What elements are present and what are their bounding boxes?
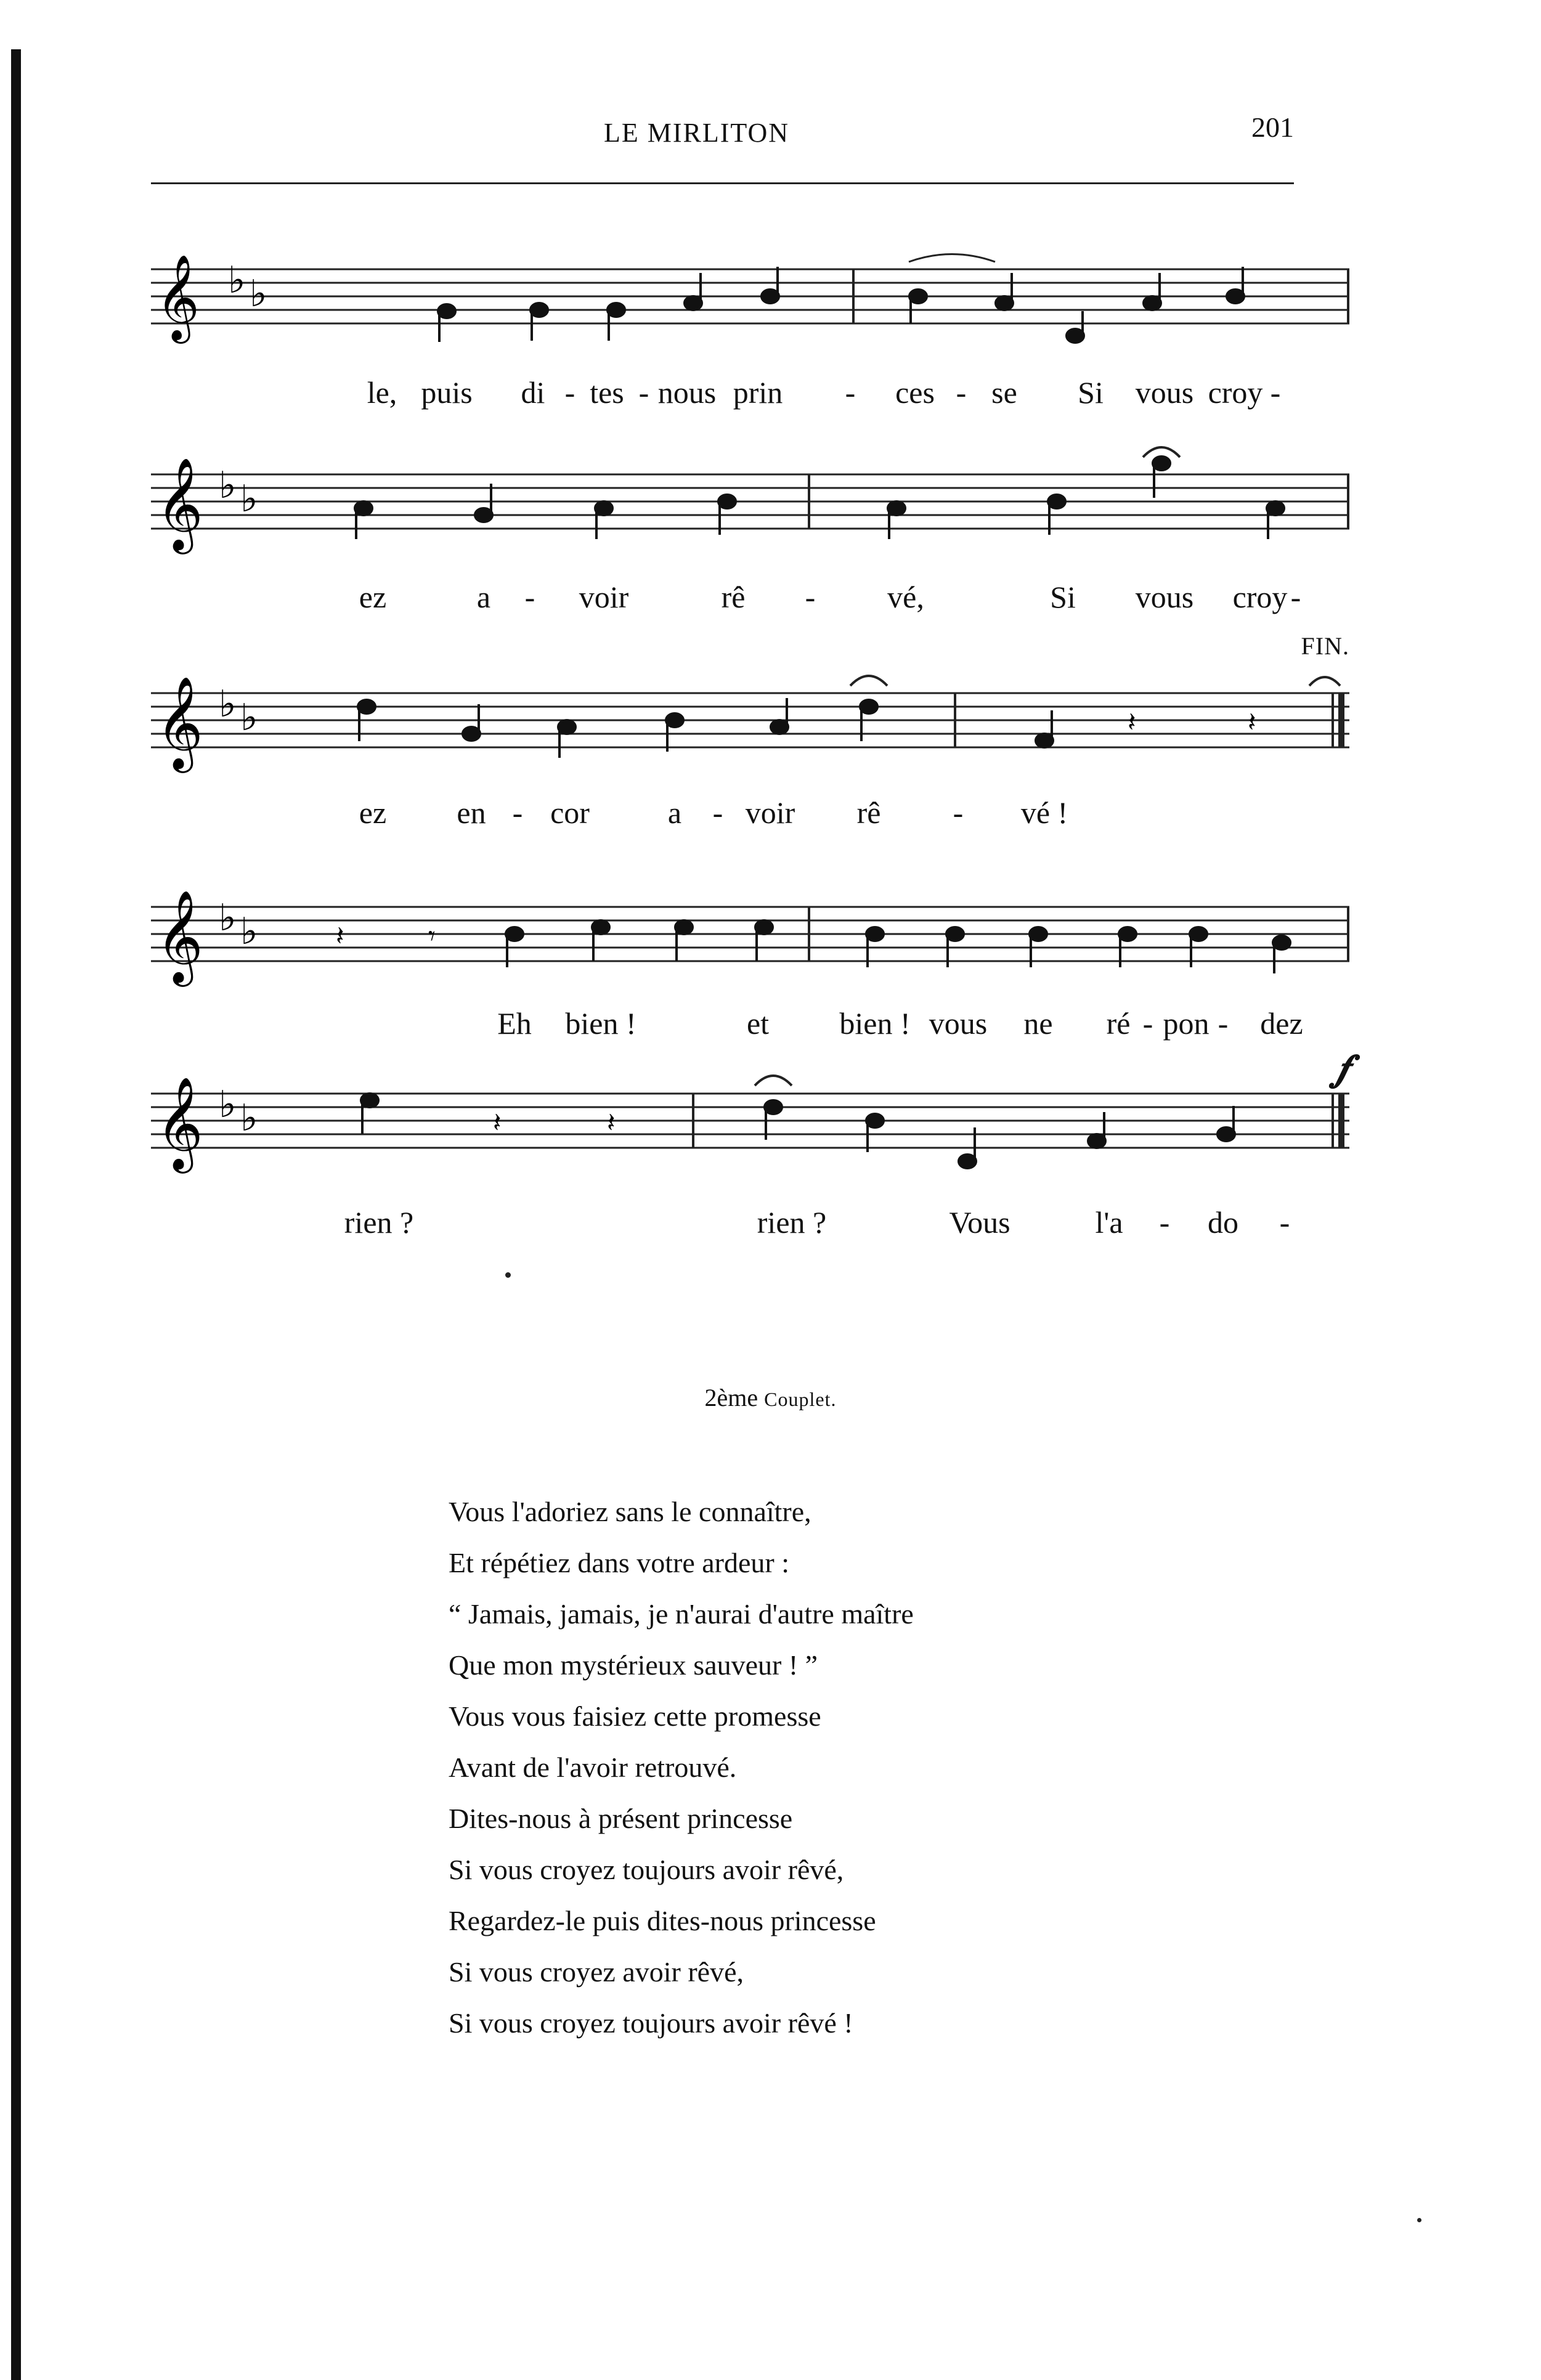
page-number: 201 xyxy=(1251,112,1294,143)
lyric-syllable: bien ! xyxy=(565,1006,636,1041)
treble-clef-icon: 𝄞 xyxy=(156,1076,203,1169)
rest-icon: 𝄽 xyxy=(1128,707,1136,738)
staff-3 xyxy=(151,632,1349,786)
flat-icon: ♭ xyxy=(228,259,246,302)
lyric-syllable: vous xyxy=(1135,580,1194,614)
verse-block xyxy=(449,1486,914,2049)
verse-line: Et répétiez dans votre ardeur : xyxy=(449,1547,790,1578)
rest-icon: 𝄽 xyxy=(607,1107,616,1139)
treble-clef-icon: 𝄞 xyxy=(156,675,203,769)
music-system-2 xyxy=(151,425,1349,628)
rest-icon: 𝄾 xyxy=(428,920,436,952)
treble-clef-icon: 𝄞 xyxy=(156,457,203,550)
lyric-syllable: et xyxy=(746,1006,770,1041)
lyric-syllable: di xyxy=(521,375,545,410)
lyric-syllable: a xyxy=(476,580,491,614)
rest-icon: 𝄽 xyxy=(493,1107,502,1139)
lyric-syllable: vous xyxy=(1135,375,1194,410)
lyric-syllable: nous xyxy=(657,375,717,410)
verse-line: Vous vous faisiez cette promesse xyxy=(449,1700,821,1732)
fin-marker: FIN. xyxy=(1301,632,1349,660)
verse-line: “ Jamais, jamais, je n'aurai d'autre maître xyxy=(449,1598,914,1630)
lyric-syllable: a xyxy=(667,795,682,830)
music-system-1 xyxy=(151,243,1349,428)
fermata-icon xyxy=(1309,677,1340,686)
header-rule xyxy=(151,182,1294,184)
staff-1 xyxy=(151,243,1349,367)
couplet-label: Couplet. xyxy=(764,1388,837,1410)
lyric-syllable: - xyxy=(953,795,964,830)
lyric-syllable: - xyxy=(1218,1006,1229,1041)
lyric-syllable: croy xyxy=(1208,375,1263,410)
flat-icon: ♭ xyxy=(250,272,267,315)
lyric-syllable: ne xyxy=(1023,1006,1053,1041)
fermata-icon xyxy=(850,676,887,686)
lyric-syllable: tes xyxy=(590,375,624,410)
lyric-syllable: - xyxy=(638,375,649,410)
treble-clef-icon: 𝄞 xyxy=(156,254,200,340)
staff-5 xyxy=(151,1047,1349,1195)
lyric-syllable: prin xyxy=(733,375,783,410)
lyric-syllable: Eh xyxy=(497,1006,532,1041)
lyric-syllable: bien ! xyxy=(839,1006,911,1041)
lyric-syllable: - xyxy=(712,795,723,830)
lyric-syllable: en xyxy=(457,795,486,830)
lyric-syllable: - xyxy=(805,580,816,614)
lyric-syllable: pon xyxy=(1163,1006,1210,1041)
lyric-syllable: - xyxy=(956,375,967,410)
lyric-syllable: do xyxy=(1208,1205,1238,1240)
lyric-line-2 xyxy=(151,579,1349,616)
lyric-syllable: vé ! xyxy=(1020,795,1068,830)
lyric-syllable: - xyxy=(524,580,535,614)
lyric-syllable: ez xyxy=(359,795,387,830)
fermata-icon xyxy=(755,1076,792,1086)
verse-line: Si vous croyez avoir rêvé, xyxy=(449,1956,744,1988)
ink-speck xyxy=(505,1272,511,1278)
binding-edge xyxy=(11,49,21,2380)
flat-icon: ♭ xyxy=(219,464,237,507)
flat-icon: ♭ xyxy=(219,896,237,940)
treble-clef-icon: 𝄞 xyxy=(156,889,203,983)
music-system-4 xyxy=(151,869,1349,1054)
rest-icon: 𝄽 xyxy=(336,920,344,952)
lyric-line-5 xyxy=(151,1204,1349,1241)
verse-line: Que mon mystérieux sauveur ! ” xyxy=(449,1649,818,1681)
staff-2 xyxy=(151,425,1349,573)
lyric-syllable: - xyxy=(1279,1205,1290,1240)
verse-line: Avant de l'avoir retrouvé. xyxy=(449,1752,737,1783)
couplet-number: 2ème xyxy=(704,1384,758,1411)
flat-icon: ♭ xyxy=(219,683,237,726)
lyric-line-4 xyxy=(151,1005,1349,1042)
lyric-syllable: voir xyxy=(579,580,629,614)
lyric-syllable: - xyxy=(512,795,523,830)
flat-icon: ♭ xyxy=(240,1097,258,1140)
running-head xyxy=(151,111,1294,154)
flat-icon: ♭ xyxy=(240,910,258,953)
lyric-syllable: ré xyxy=(1106,1006,1131,1041)
lyric-syllable: croy xyxy=(1232,580,1288,614)
lyric-syllable: l'a xyxy=(1095,1205,1123,1240)
ink-speck xyxy=(1417,2218,1421,2222)
verse-line: Dites-nous à présent princesse xyxy=(449,1803,793,1834)
lyric-syllable: - xyxy=(564,375,575,410)
running-title: LE MIRLITON xyxy=(604,118,790,148)
lyric-syllable: rien ? xyxy=(344,1205,414,1240)
lyric-syllable: voir xyxy=(745,795,795,830)
lyric-syllable: rê xyxy=(721,580,746,614)
lyric-syllable: Vous xyxy=(949,1205,1010,1240)
lyric-syllable: dez xyxy=(1260,1006,1303,1041)
music-system-3 xyxy=(151,632,1349,841)
lyric-syllable: - xyxy=(1290,580,1301,614)
lyric-syllable: rê xyxy=(856,795,881,830)
verse-line: Si vous croyez toujours avoir rêvé ! xyxy=(449,2007,853,2039)
music-system-5 xyxy=(151,1047,1349,1257)
lyric-syllable: Si xyxy=(1050,580,1076,614)
lyric-syllable: puis xyxy=(421,375,473,410)
dynamic-marking: 𝆑 xyxy=(1337,1048,1349,1089)
lyric-syllable: ez xyxy=(359,580,387,614)
lyric-syllable: rien ? xyxy=(757,1205,827,1240)
couplet-heading xyxy=(0,1383,1541,1412)
lyric-syllable: vé, xyxy=(887,580,924,614)
lyric-syllable: le, xyxy=(367,375,397,410)
verse-line: Regardez-le puis dites-nous princesse xyxy=(449,1905,876,1936)
lyric-syllable: cor xyxy=(550,795,590,830)
staff-4 xyxy=(151,869,1349,998)
lyric-syllable: - xyxy=(845,375,856,410)
verse-line: Vous l'adoriez sans le connaître, xyxy=(449,1496,811,1527)
lyric-syllable: vous xyxy=(929,1006,988,1041)
lyric-syllable: - xyxy=(1159,1205,1170,1240)
lyric-syllable: ces xyxy=(895,375,935,410)
rest-icon: 𝄽 xyxy=(1248,707,1256,738)
lyric-syllable: Si xyxy=(1078,375,1104,410)
lyric-syllable: se xyxy=(991,375,1017,410)
flat-icon: ♭ xyxy=(219,1083,237,1126)
lyric-line-1 xyxy=(151,375,1349,412)
lyric-syllable: - xyxy=(1270,375,1281,410)
flat-icon: ♭ xyxy=(240,696,258,739)
lyric-syllable: - xyxy=(1142,1006,1153,1041)
lyric-line-3 xyxy=(151,795,1349,832)
verse-line: Si vous croyez toujours avoir rêvé, xyxy=(449,1854,844,1885)
flat-icon: ♭ xyxy=(240,477,258,521)
